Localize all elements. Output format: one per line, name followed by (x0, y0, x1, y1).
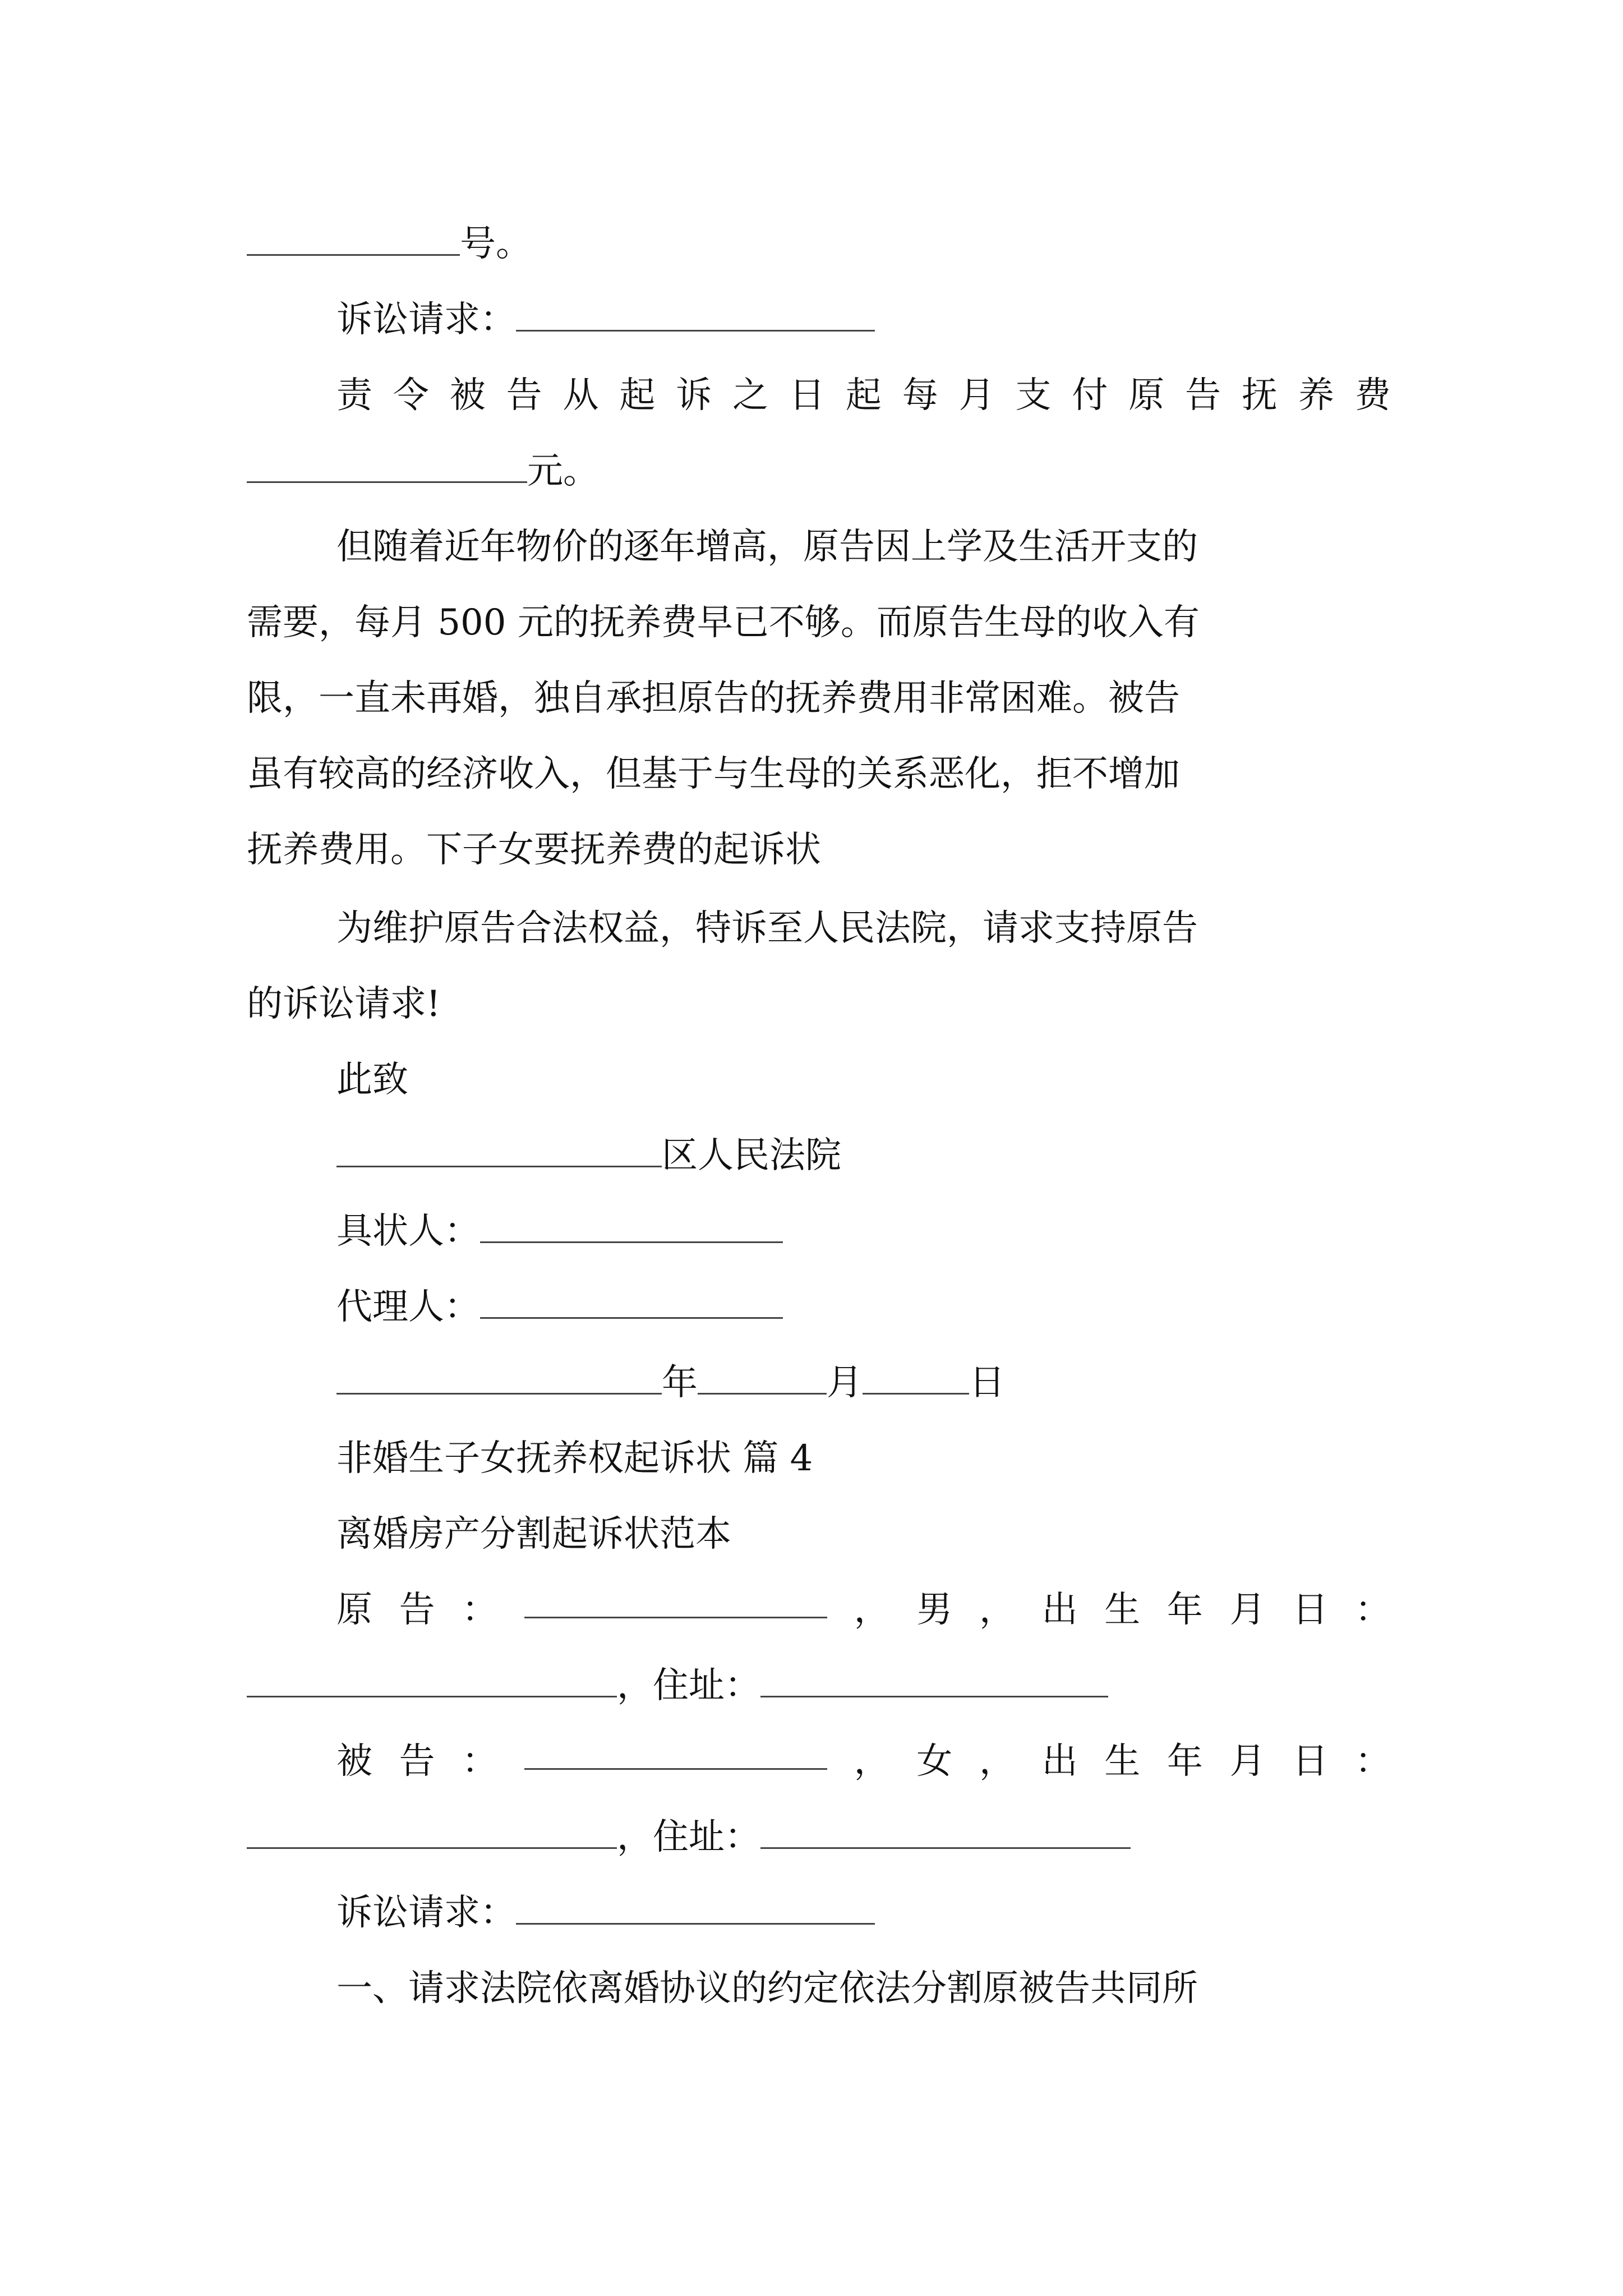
demand-char: 起 (619, 375, 656, 416)
demand-char: 令 (393, 375, 429, 416)
defendant-char: ： (1354, 1741, 1391, 1782)
year-blank[interactable] (336, 1364, 662, 1395)
demand-char: 告 (506, 375, 542, 416)
month-blank[interactable] (698, 1364, 827, 1395)
hao-text: 号。 (460, 223, 532, 265)
yuan-text: 元。 (527, 450, 599, 492)
demand-char: 抚 (1242, 375, 1278, 416)
case-number-blank[interactable] (247, 225, 460, 256)
cizhi: 此致 (336, 1059, 408, 1101)
plaintiff-address-blank[interactable] (760, 1667, 1108, 1697)
paragraph-2-line-2: 的诉讼请求! (247, 983, 441, 1025)
section-title: 非婚生子女抚养权起诉状 篇 4 (336, 1438, 813, 1479)
claim-label: 诉讼请求： (336, 299, 516, 341)
defendant-dob-blank[interactable] (247, 1818, 617, 1849)
plaintiff-name-blank[interactable] (524, 1588, 827, 1618)
defendant-char: 月 (1229, 1741, 1266, 1782)
plaintiff-line (336, 1588, 1391, 1632)
doc-title: 离婚房产分割起诉状范本 (336, 1513, 731, 1555)
defendant-name-blank[interactable] (524, 1739, 827, 1770)
defendant-char: 被 (336, 1741, 372, 1782)
maintenance-amount-line (247, 449, 599, 494)
year-text: 年 (662, 1362, 698, 1404)
plaintiff-char: 男 (916, 1589, 953, 1631)
claim-item-1: 一、请求法院依离婚协议的约定依法分割原被告共同所 (336, 1968, 1198, 2009)
agent-label: 代理人： (336, 1286, 480, 1328)
claim-blank[interactable] (516, 301, 875, 332)
plaintiff-char: 原 (336, 1589, 372, 1631)
defendant-char: 出 (1041, 1741, 1078, 1782)
demand-char: 原 (1128, 375, 1165, 416)
plaintiff-char: ， (854, 1589, 890, 1631)
defendant-address-label: ，住址： (617, 1816, 760, 1858)
plaintiff-address-label: ，住址： (617, 1665, 760, 1706)
demand-char: 支 (1015, 375, 1052, 416)
paragraph-1-line-1: 但随着近年物价的逐年增高，原告因上学及生活开支的 (336, 526, 1198, 568)
claim-line (336, 297, 875, 342)
demand-char: 告 (1185, 375, 1221, 416)
plaintiff-char: 告 (399, 1589, 435, 1631)
defendant-line (336, 1739, 1391, 1784)
demand-char: 从 (562, 375, 599, 416)
petitioner-line (336, 1209, 783, 1254)
paragraph-1-line-5: 抚养费用。下子女要抚养费的起诉状 (247, 829, 821, 871)
maintenance-demand-line (336, 373, 1391, 418)
plaintiff-char: 出 (1041, 1589, 1078, 1631)
demand-char: 责 (336, 375, 372, 416)
defendant-char: 女 (916, 1741, 953, 1782)
date-line (336, 1360, 1005, 1405)
demand-char: 每 (902, 375, 938, 416)
court-blank[interactable] (336, 1137, 662, 1167)
case-number-line (247, 222, 532, 266)
claim-blank-2[interactable] (516, 1894, 875, 1925)
court-text: 区人民法院 (662, 1135, 841, 1176)
demand-char: 诉 (676, 375, 712, 416)
defendant-char: ， (979, 1741, 1015, 1782)
amount-blank[interactable] (247, 452, 527, 483)
demand-char: 费 (1354, 375, 1391, 416)
court-line (336, 1133, 841, 1178)
demand-char: 之 (732, 375, 769, 416)
defendant-char: 告 (399, 1741, 435, 1782)
paragraph-1-line-2: 需要，每月 500 元的抚养费早已不够。而原告生母的收入有 (247, 602, 1200, 643)
plaintiff-char: 生 (1104, 1589, 1141, 1631)
petitioner-label: 具状人： (336, 1211, 480, 1252)
plaintiff-char: ： (1354, 1589, 1391, 1631)
plaintiff-dob-blank[interactable] (247, 1667, 617, 1697)
defendant-char: ： (462, 1741, 498, 1782)
paragraph-1-line-3: 限，一直未再婚，独自承担原告的抚养费用非常困难。被告 (247, 678, 1180, 719)
plaintiff-char: 年 (1166, 1589, 1203, 1631)
demand-char: 月 (958, 375, 995, 416)
demand-char: 日 (789, 375, 825, 416)
demand-char: 被 (449, 375, 486, 416)
demand-char: 付 (1072, 375, 1108, 416)
defendant-char: ， (854, 1741, 890, 1782)
defendant-char: 日 (1292, 1741, 1329, 1782)
claim-line-2 (336, 1890, 875, 1935)
agent-line (336, 1285, 783, 1329)
defendant-char: 年 (1166, 1741, 1203, 1782)
plaintiff-address-line (247, 1663, 1108, 1708)
plaintiff-char: ， (979, 1589, 1015, 1631)
agent-blank[interactable] (480, 1288, 783, 1319)
paragraph-2-line-1: 为维护原告合法权益，特诉至人民法院，请求支持原告 (336, 908, 1198, 949)
day-text: 日 (969, 1362, 1005, 1404)
plaintiff-char: 日 (1292, 1589, 1329, 1631)
demand-char: 起 (845, 375, 882, 416)
month-text: 月 (827, 1362, 863, 1404)
paragraph-1-line-4: 虽有较高的经济收入，但基于与生母的关系恶化，拒不增加 (247, 753, 1180, 795)
defendant-char: 生 (1104, 1741, 1141, 1782)
claim-label-2: 诉讼请求： (336, 1892, 516, 1934)
defendant-address-line (247, 1815, 1131, 1860)
demand-char: 养 (1298, 375, 1334, 416)
plaintiff-char: ： (462, 1589, 498, 1631)
plaintiff-char: 月 (1229, 1589, 1266, 1631)
defendant-address-blank[interactable] (760, 1818, 1131, 1849)
day-blank[interactable] (863, 1364, 969, 1395)
petitioner-blank[interactable] (480, 1212, 783, 1243)
